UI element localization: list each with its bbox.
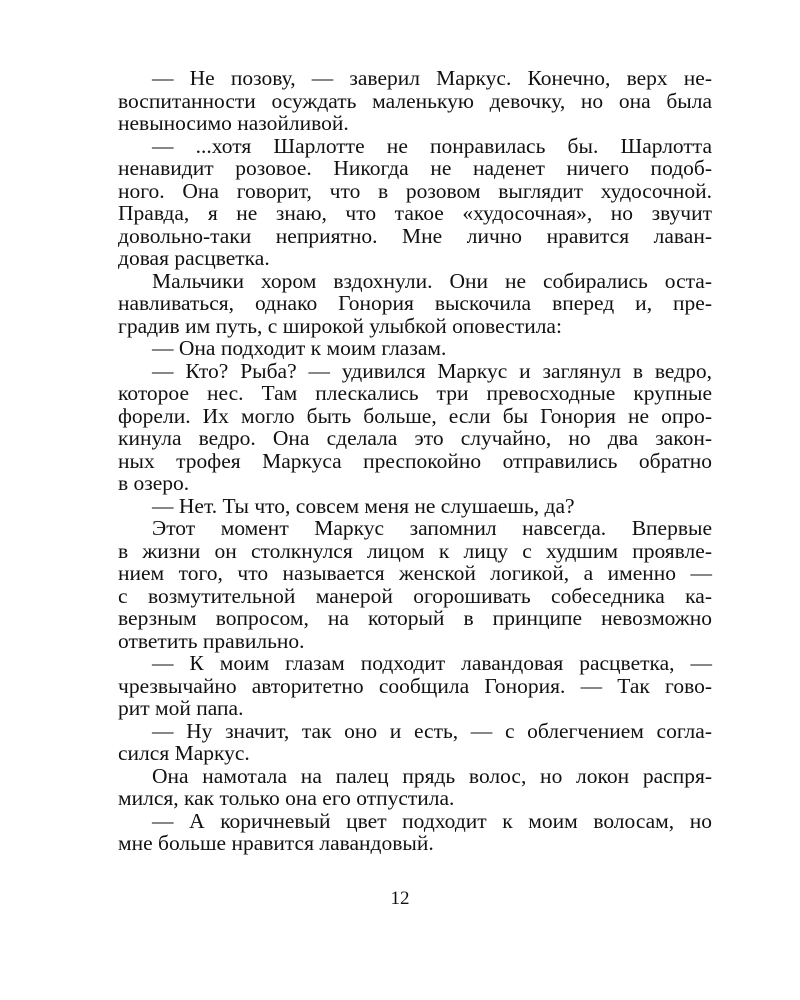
paragraph <box>118 517 712 652</box>
text-line: довая расцветка. <box>118 246 270 270</box>
paragraph <box>118 765 712 810</box>
text-line: с возмутительной манерой огорошивать собеседника ка- <box>118 583 712 608</box>
paragraph <box>118 720 712 765</box>
text-line: — Нет. Ты что, совсем меня не слушаешь, да? <box>152 493 575 518</box>
text-line: — К моим глазам подходит лавандовая расцветка, — <box>152 651 712 675</box>
text-line: довольно-таки неприятно. Мне лично нравится лаван- <box>118 223 712 248</box>
text-line: сился Маркус. <box>118 741 250 765</box>
text-line: — Ну значит, так оно и есть, — с облегчением согла- <box>152 718 712 743</box>
paragraph <box>118 360 712 495</box>
text-line: Правда, я не знаю, что такое «худосочная», но звучит <box>118 201 712 225</box>
text-line: в озеро. <box>118 471 190 495</box>
text-line: форели. Их могло быть больше, если бы Гонория не опро- <box>118 403 712 428</box>
text-line: ных трофея Маркуса преспокойно отправились обратно <box>118 448 712 473</box>
text-line: — ...хотя Шарлотте не понравилась бы. Шарлотта <box>152 133 712 158</box>
text-line: — Не позову, — заверил Маркус. Конечно, верх не- <box>152 66 712 90</box>
text-line: которое нес. Там плескались три превосходные крупные <box>118 381 712 405</box>
paragraph <box>118 135 712 270</box>
paragraph <box>118 495 712 518</box>
text-line: Мальчики хором вздохнули. Они не собирались оста- <box>152 268 712 293</box>
text-line: ответить правильно. <box>118 628 305 653</box>
text-line: кинула ведро. Она сделала это случайно, но два закон- <box>118 426 712 450</box>
text-line: нием того, что называется женской логикой, а именно — <box>118 561 712 585</box>
paragraph <box>118 270 712 338</box>
text-line: Этот момент Маркус запомнил навсегда. Впервые <box>152 516 712 540</box>
text-line: ненавидит розовое. Никогда не наденет ничего подоб- <box>118 156 712 180</box>
text-line: — А коричневый цвет подходит к моим волосам, но <box>152 808 712 833</box>
paragraph <box>118 337 712 360</box>
text-line: в жизни он столкнулся лицом к лицу с худшим проявле- <box>118 538 712 563</box>
text-line: невыносимо назойливой. <box>118 111 349 135</box>
text-line: — Кто? Рыба? — удивился Маркус и заглянул в ведро, <box>152 358 712 383</box>
text-line: воспитанности осуждать маленькую девочку, но она была <box>118 88 712 113</box>
text-line: ного. Она говорит, что в розовом выглядит худосочной. <box>118 178 712 203</box>
text-line: мился, как только она его отпустила. <box>118 786 455 810</box>
paragraph <box>118 652 712 720</box>
text-line: навливаться, однако Гонория выскочила вперед и, пре- <box>118 291 712 315</box>
text-line: градив им путь, с широкой улыбкой оповестила: <box>118 313 562 338</box>
text-line: — Она подходит к моим глазам. <box>152 336 447 360</box>
paragraph <box>118 67 712 135</box>
text-line: мне больше нравится лавандовый. <box>118 831 434 855</box>
text-line: Она намотала на палец прядь волос, но локон распря- <box>152 763 712 788</box>
text-line: верзным вопросом, на который в принципе невозможно <box>118 606 712 630</box>
page-number: 12 <box>390 888 410 909</box>
text-line: чрезвычайно авторитетно сообщила Гонория. — Так гово- <box>118 673 712 698</box>
page-body-text <box>118 67 712 855</box>
text-line: рит мой папа. <box>118 696 244 720</box>
paragraph <box>118 810 712 855</box>
